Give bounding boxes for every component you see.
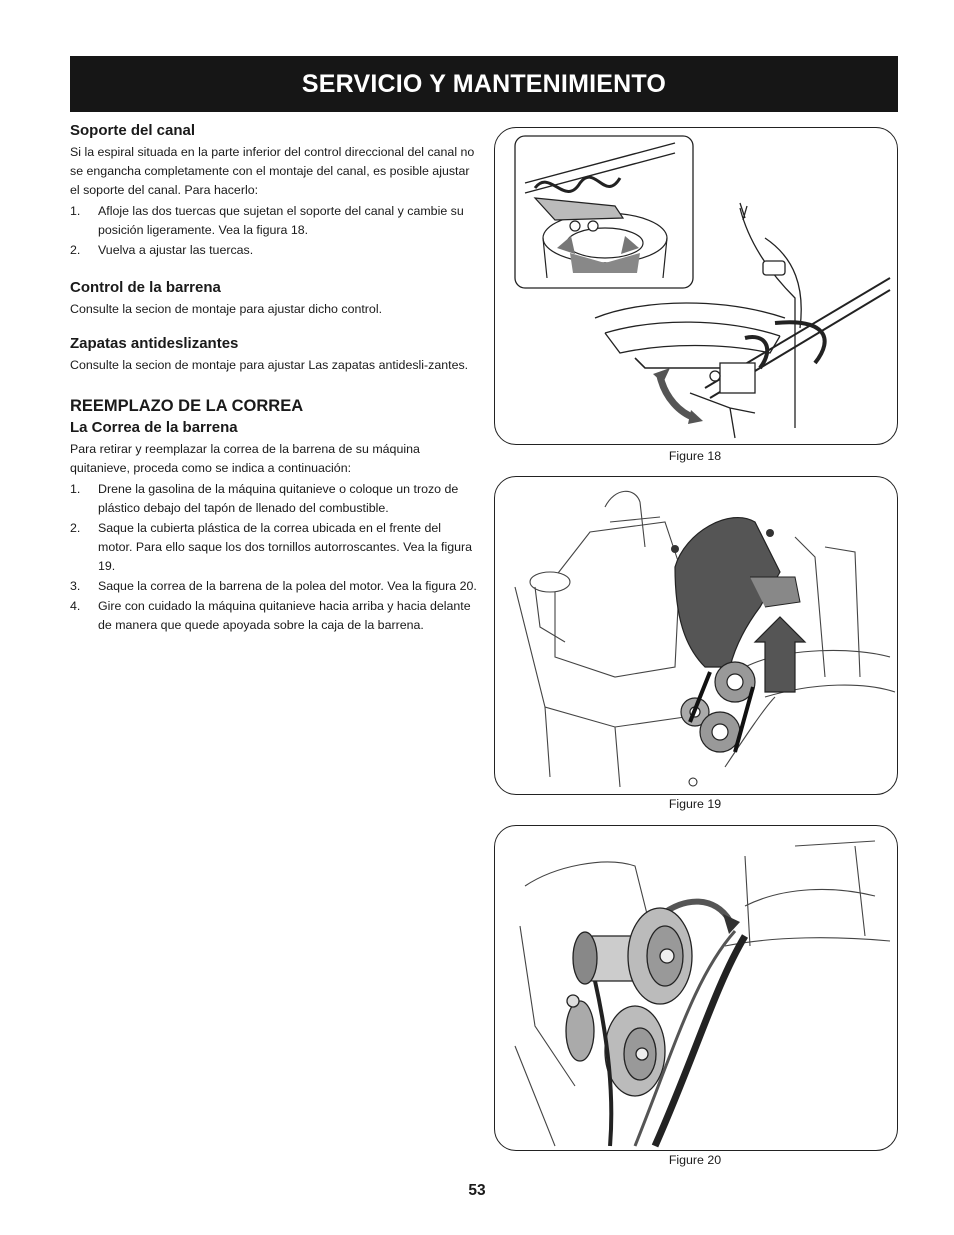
list-item: 1. Drene la gasolina de la máquina quitanieve o coloque un trozo de plástico debajo del tapón de llenado del combustible. — [70, 482, 459, 515]
zapatas-text: Consulte la secion de montaje para ajustar Las zapatas antidesli-zantes. — [70, 358, 469, 372]
belt-cover-drawing — [495, 477, 897, 794]
figure-19-caption: Figure 19 — [668, 797, 722, 811]
heading-soporte: Soporte del canal — [70, 122, 196, 139]
text-column — [70, 122, 478, 636]
reemplazo-steps — [70, 480, 478, 635]
figure-18-caption: Figure 18 — [668, 449, 722, 463]
soporte-steps — [70, 202, 478, 260]
list-item: 3. Saque la correa de la barrena de la polea del motor. Vea la figura 20. — [70, 579, 477, 593]
list-item: 4. Gire con cuidado la máquina quitanieve hacia arriba y hacia delante de manera que quede apoyada sobre la caja de la barrena. — [70, 599, 471, 632]
reemplazo-intro: Para retirar y reemplazar la correa de la barrena de su máquina quitanieve, proceda como se indica a continuación: — [70, 442, 420, 475]
control-text: Consulte la secion de montaje para ajustar dicho control. — [70, 302, 383, 316]
soporte-intro: Si la espiral situada en la parte inferior del control direccional del canal no se engancha completamente con el montaje del canal, es posible ajustar el soporte del canal. Para hacerlo: — [70, 145, 475, 197]
figure-18-illustration — [494, 127, 898, 445]
page-number: 53 — [468, 1182, 486, 1199]
page-title: SERVICIO Y MANTENIMIENTO — [301, 69, 667, 98]
list-item: 2. Saque la cubierta plástica de la correa ubicada en el frente del motor. Para ello saque los dos tornillos autorroscantes. Vea la figura 19. — [70, 521, 472, 573]
figure-19-illustration — [494, 476, 898, 795]
chute-support-drawing — [495, 128, 897, 444]
belt-removal-drawing — [495, 826, 897, 1150]
heading-reemplazo: REEMPLAZO DE LA CORREA — [70, 397, 304, 415]
heading-control: Control de la barrena — [70, 279, 221, 296]
list-item: 1. Afloje las dos tuercas que sujetan el soporte del canal y cambie su posición ligeramente. Vea la figura 18. — [70, 204, 464, 237]
subheading-correa: La Correa de la barrena — [70, 419, 238, 436]
list-item: 2. Vuelva a ajustar las tuercas. — [70, 243, 254, 257]
heading-zapatas: Zapatas antideslizantes — [70, 335, 239, 352]
figure-20-caption: Figure 20 — [668, 1153, 722, 1167]
section-header-bar — [70, 56, 898, 112]
figure-20-illustration — [494, 825, 898, 1151]
